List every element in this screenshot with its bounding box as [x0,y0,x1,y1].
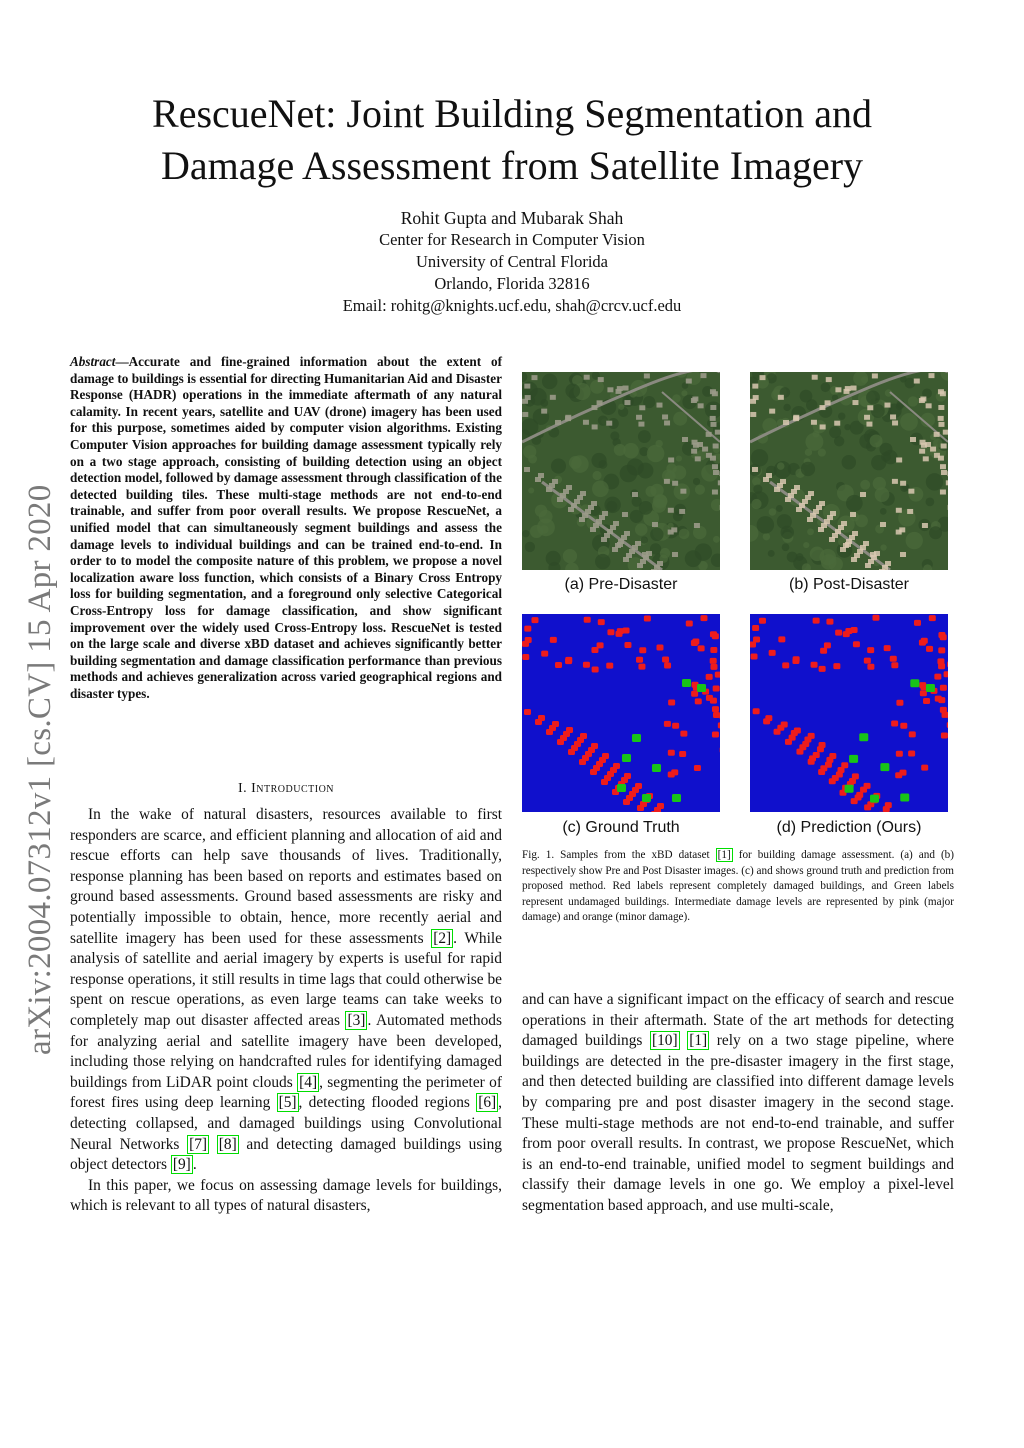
introduction-text [70,805,502,1217]
pre-disaster-image [522,372,720,570]
section-number: I. [237,781,248,796]
body-text: rely on a two stage pipeline, where buildings are detected in the pre-disaster imagery in the first stage, and then detected building are classified into different damage levels by comparing pre and post disaster imagery in the second stage. These multi-stage methods are not end-to-end trainable, and suffer from poor overall results. In contrast, we propose RescueNet, which is an end-to-end trainable, unified model to segment buildings and classify their damage levels in one go. We employ a pixel-level segmentation based approach, and use multi-scale, [522,1032,954,1214]
abstract-text: —Accurate and fine-grained information about the extent of damage to buildings is essential for directing Humanitarian Aid and Disaster Response (HADR) operations in the immediate aftermath of any natural calamity. In recent years, satellite and UAV (drone) imagery has been used for this purpose, sometimes aided by computer vision algorithms. Existing Computer Vision approaches for building damage assessment typically rely on a two stage approach, consisting of building detection using an object detection model, followed by damage assessment through classification of the detected building tiles. These multi-stage methods are not end-to-end trainable, and suffer from poor overall results. We propose RescueNet, a unified model that can simultaneously segment buildings and assess the damage levels to individual buildings and can be trained end-to-end. In order to to model the composite nature of this problem, we propose a novel localization aware loss function, which consists of a Binary Cross Entropy loss for building segmentation, and a foreground only selective Categorical Cross-Entropy loss for damage classification, and show significant improvement over the widely used Cross-Entropy loss. RescueNet is tested on the large scale and diverse xBD dataset and achieves significantly better building segmentation and damage classification performance than previous methods and achieves generalization across varied geographical regions and disaster types. [70,354,502,701]
abstract-label: Abstract [70,354,116,369]
caption-text: Samples from the xBD dataset [554,849,716,861]
body-text: and can have a significant impact on the efficacy of search and rescue operations in their aftermath. State of the art methods for detecting damaged buildings [522,991,954,1050]
author-email: Email: rohitg@knights.ucf.edu, shah@crcv.ucf.edu [342,296,682,315]
citation-link[interactable]: [1] [717,849,731,861]
post-disaster-image [750,372,948,570]
arxiv-identifier: arXiv:2004.07312v1 [cs.CV] 15 Apr 2020 [22,484,58,1055]
right-paragraph [522,990,954,1217]
section-title: Introduction [251,781,335,796]
intro-text: and detecting damaged buildings using object detectors [70,1135,502,1174]
author-names: Rohit Gupta and Mubarak Shah [400,208,624,228]
subfigure-label-c: (c) Ground Truth [562,819,680,836]
author-block [80,207,944,317]
citation-link[interactable]: [6] [478,1094,497,1112]
intro-text: , segmenting the perimeter of forest fires using deep learning [70,1073,502,1112]
intro-text: . While analysis of satellite and aerial imagery by experts is useful for rapid response operations, it still results in time lags that could otherwise be spent on rescue operations, as even large teams can take weeks to completely map out disaster affected areas [70,929,502,1029]
intro-paragraph-1 [70,805,502,1176]
intro-text: . [192,1156,197,1174]
title-line-1: RescueNet: Joint Building Segmentation and [152,91,872,136]
citation-link[interactable]: [9] [172,1156,191,1174]
subfigure-label-d: (d) Prediction (Ours) [776,819,922,836]
intro-text: . Automated methods for analyzing aerial and satellite imagery have been developed, including those relying on handcrafted rules for identifying damaged buildings from LiDAR point clouds [70,1011,502,1091]
citation-link[interactable]: [5] [278,1094,297,1112]
caption-label: Fig. 1. [522,849,555,861]
author-university: University of Central Florida [415,252,608,271]
prediction-mask [750,614,948,812]
subfigure-label-b: (b) Post-Disaster [788,576,910,593]
figure-caption [522,848,954,926]
ground-truth-mask [522,614,720,812]
citation-link[interactable]: [2] [433,929,452,947]
citation-link[interactable]: [4] [299,1073,318,1091]
right-column-text [522,990,954,1217]
intro-text: In the wake of natural disasters, resources available to first responders are scarce, and efficient planning and allocation of aid and rescue efforts can help save thousands of lives. Traditionally, response planning has been based on reports and estimates based on ground based assessments. Ground based assessments are risky and potentially impossible to obtain, hence, more recently aerial and satellite imagery has been used for these assessments [70,806,502,947]
caption-text: for building damage assessment. (a) and (b) respectively show Pre and Post Disaster images. (c) and shows ground truth and prediction from proposed method. Red labels represent completely damaged buildings, and Green labels represent undamaged buildings. Intermediate damage levels are represented by pink (major damage) and orange (minor damage). [522,849,954,924]
citation-link[interactable]: [10] [651,1032,678,1050]
subfigure-label-a: (a) Pre-Disaster [564,576,678,593]
section-heading [70,781,502,797]
citation-link[interactable]: [1] [689,1032,708,1050]
author-location: Orlando, Florida 32816 [434,274,590,293]
title-line-2: Damage Assessment from Satellite Imagery [160,143,864,188]
citation-link[interactable]: [7] [189,1135,208,1153]
intro-paragraph-2: In this paper, we focus on assessing damage levels for buildings, which is relevant to all types of natural disasters, [70,1176,502,1215]
intro-text: , detecting collapsed, and damaged buildings using Convolutional Neural Networks [70,1094,502,1153]
citation-link[interactable]: [3] [347,1011,366,1029]
intro-text: , detecting flooded regions [298,1094,477,1112]
citation-link[interactable]: [8] [218,1135,237,1153]
paper-title [80,88,944,192]
abstract [70,354,502,702]
author-affiliation: Center for Research in Computer Vision [379,230,645,249]
